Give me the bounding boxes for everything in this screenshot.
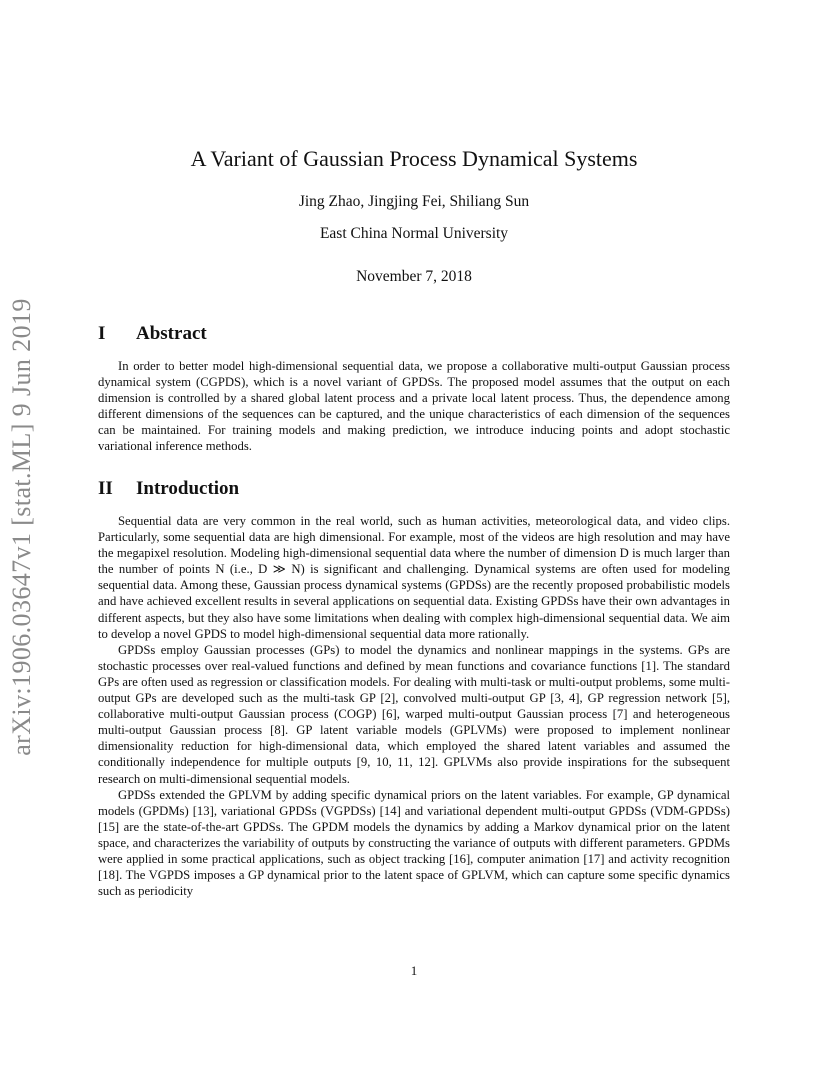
section-heading-abstract (98, 323, 207, 345)
paper-title: A Variant of Gaussian Process Dynamical Systems (190, 146, 638, 171)
abstract-body (98, 358, 730, 455)
arxiv-identifier-stamp (1, 292, 43, 762)
introduction-paragraph: Sequential data are very common in the real world, such as human activities, meteorological data, and video clips. Particularly, some sequential data are high dimensional. For example, most of the videos are high resolution and may have the megapixel resolution. Modeling high-dimensional sequential data where the number of dimension D is much larger than the number of points N (i.e., D ≫ N) is significant and challenging. Dynamical systems are often used for modeling sequential data. Among these, Gaussian process dynamical systems (GPDSs) are the recently proposed probabilistic models and have achieved excellent results in several applications on sequential data. Existing GPDSs have their own advantages in different aspects, but they also have some limitations when dealing with complex high-dimensional sequential data. We aim to develop a novel GPDS to model high-dimensional sequential data more rationally. (98, 514, 730, 641)
section-number: II (98, 478, 113, 499)
paper-authors: Jing Zhao, Jingjing Fei, Shiliang Sun (298, 193, 530, 210)
page-number: 1 (410, 963, 418, 978)
section-number: I (98, 323, 106, 344)
arxiv-identifier-text: arXiv:1906.03647v1 [stat.ML] 9 Jun 2019 (7, 298, 36, 756)
paper-affiliation: East China Normal University (319, 225, 509, 242)
section-title: Abstract (136, 323, 207, 344)
section-title: Introduction (136, 478, 240, 499)
introduction-paragraph: GPDSs employ Gaussian processes (GPs) to model the dynamics and nonlinear mappings in the systems. GPs are stochastic processes over real-valued functions and defined by mean functions and covariance functions [1]. The standard GPs are often used as regression or classification models. For dealing with multi-task or multi-output problems, some multi-output GPs are developed such as the multi-task GP [2], convolved multi-output GP [3, 4], GP regression network [5], collaborative multi-output Gaussian process (COGP) [6], warped multi-output Gaussian process [7] and heterogeneous multi-output Gaussian process [8]. GP latent variable models (GPLVMs) were proposed to implement nonlinear dimensionality reduction for high-dimensional data, which employed the shared latent variables and assumed the conditionally independence for multiple outputs [9, 10, 11, 12]. GPLVMs also provide inspirations for the subsequent research on multi-dimensional sequential models. (98, 642, 730, 786)
section-heading-introduction (98, 478, 239, 500)
introduction-body (98, 513, 730, 899)
paper-date: November 7, 2018 (356, 268, 472, 285)
introduction-paragraph: GPDSs extended the GPLVM by adding specific dynamical priors on the latent variables. For example, GP dynamical models (GPDMs) [13], variational GPDSs (VGPDSs) [14] and variational dependent multi-output GPDSs (VDM-GPDSs) [15] are the state-of-the-art GPDSs. The GPDM models the dynamics by adding a Markov dynamical prior on the latent space, and characterizes the variability of outputs by constructing the variance of outputs with different parameters. GPDMs were applied in some practical applications, such as object tracking [16], computer animation [17] and activity recognition [18]. The VGPDS imposes a GP dynamical prior to the latent space of GPLVM, which can capture some specific dynamics such as periodicity (98, 787, 730, 899)
abstract-paragraph: In order to better model high-dimensional sequential data, we propose a collaborative multi-output Gaussian process dynamical system (CGPDS), which is a novel variant of GPDSs. The proposed model assumes that the output on each dimension is controlled by a shared global latent process and a private local latent process. Thus, the dependence among different dimensions of the sequences can be captured, and the unique characteristics of each dimension of the sequences can be maintained. For training models and making prediction, we introduce inducing points and adopt stochastic variational inference methods. (98, 359, 730, 454)
